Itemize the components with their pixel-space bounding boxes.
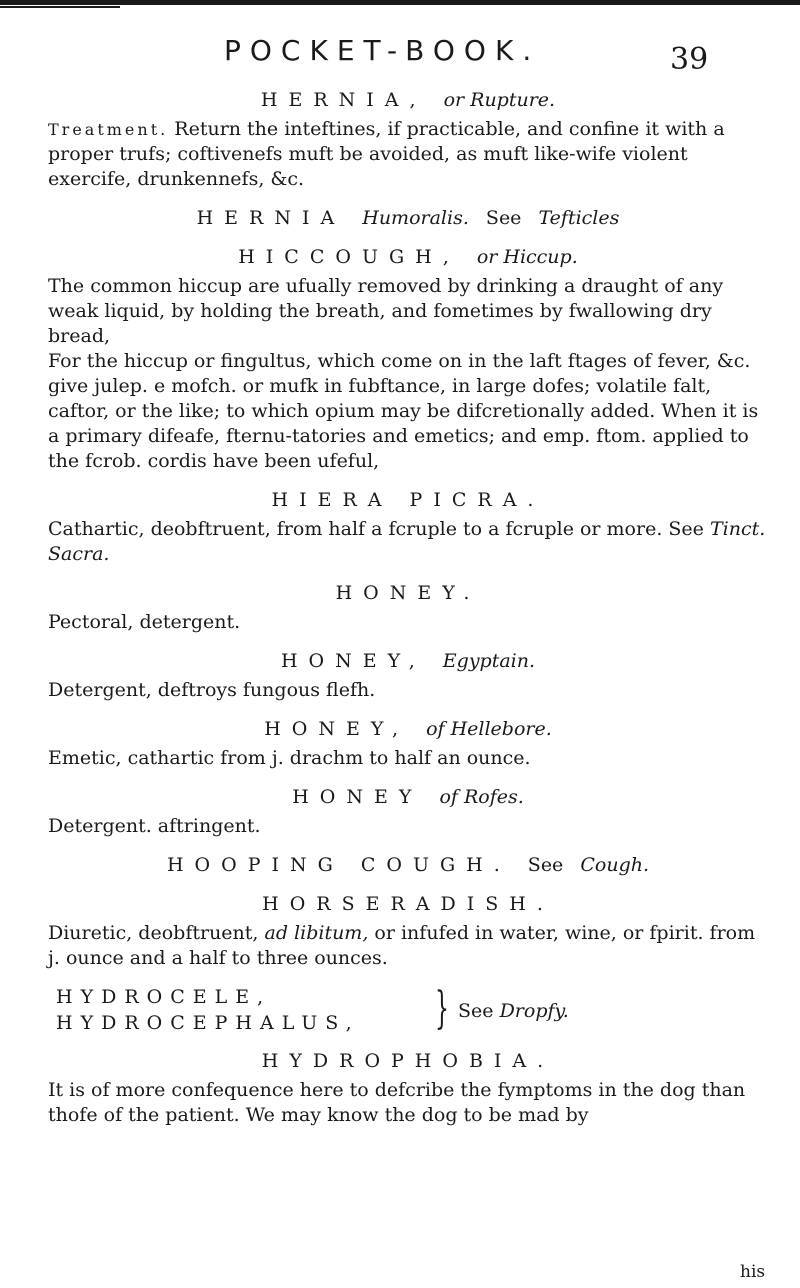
entry-honey xyxy=(48,581,768,635)
entry-body: Detergent, deftroys fungous flefh. xyxy=(48,679,376,701)
entry-horseradish xyxy=(48,892,768,971)
entry-body: It is of more confequence here to defcribe the fymptoms in the dog than thofe of the patient. We may know the dog to be mad by xyxy=(48,1079,746,1126)
entry-heading: HYDROCELE, xyxy=(56,986,272,1008)
entry-hydrocele-hydrocephalus xyxy=(48,985,768,1041)
entry-heading: HERNIA Humoralis. See Tefticles xyxy=(196,207,620,229)
entry-hernia-humoralis xyxy=(48,206,768,231)
entry-heading: HONEY, of Hellebore. xyxy=(264,718,552,740)
entry-body: Pectoral, detergent. xyxy=(48,611,241,633)
page-header xyxy=(0,34,800,77)
entry-body: The common hiccup are ufually removed by drinking a draught of any weak liquid, by holding the breath, and fometimes by fwallowing dry bread, For the hiccup or fingultus, which come on in the laft ftages of fever, &c. give julep. e mofch. or mufk in fubftance, in large dofes; volatile falt, caftor, or the like; to which opium may be difcretionally added. When it is a primary difeafe, fternu-tatories and emetics; and emp. ftom. applied to the fcrob. cordis have been ufeful, xyxy=(48,275,759,472)
running-title: POCKET-BOOK. xyxy=(224,34,541,67)
entry-heading: HONEY, Egyptain. xyxy=(280,650,536,672)
entry-body: Detergent. aftringent. xyxy=(48,815,261,837)
entry-heading: HYDROCEPHALUS, xyxy=(56,1012,360,1034)
entry-hooping-cough xyxy=(48,853,768,878)
entry-honey-egyptain xyxy=(48,649,768,703)
entries xyxy=(48,88,768,1142)
entry-heading: HYDROPHOBIA. xyxy=(261,1050,555,1072)
entry-heading: HOOPING COUGH. See Cough. xyxy=(166,854,650,876)
entry-body: Diuretic, deobftruent, ad libitum, or infufed in water, wine, or fpirit. from j. ounce and a half to three ounces. xyxy=(48,922,756,969)
entry-honey-rofes xyxy=(48,785,768,839)
catchword: his xyxy=(740,1262,766,1282)
entry-honey-hellebore xyxy=(48,717,768,771)
entry-heading: HONEY of Rofes. xyxy=(292,786,524,808)
entry-heading: HICCOUGH, or Hiccup. xyxy=(238,246,578,268)
entry-body: Cathartic, deobftruent, from half a fcruple to a fcruple or more. See Tinct. Sacra. xyxy=(48,518,766,565)
cross-reference: See Dropfy. xyxy=(458,1000,569,1022)
entry-heading: HONEY. xyxy=(335,582,481,604)
entry-hiera-picra xyxy=(48,488,768,567)
entry-heading: HIERA PICRA. xyxy=(271,489,545,511)
top-rule xyxy=(0,0,800,14)
entry-hernia xyxy=(48,88,768,192)
entry-body: Treatment. Return the inteftines, if practicable, and confine it with a proper trufs; coftivenefs muft be avoided, as muft like-wife violent exercife, drunkennefs, &c. xyxy=(48,118,725,190)
entry-hydrophobia xyxy=(48,1049,768,1128)
brace: } xyxy=(435,983,449,1034)
entry-heading: HERNIA, or Rupture. xyxy=(260,89,556,111)
entry-hiccough xyxy=(48,245,768,474)
entry-heading: HORSERADISH. xyxy=(262,893,554,915)
page-number: 39 xyxy=(670,42,709,77)
entry-body: Emetic, cathartic from j. drachm to half an ounce. xyxy=(48,747,531,769)
